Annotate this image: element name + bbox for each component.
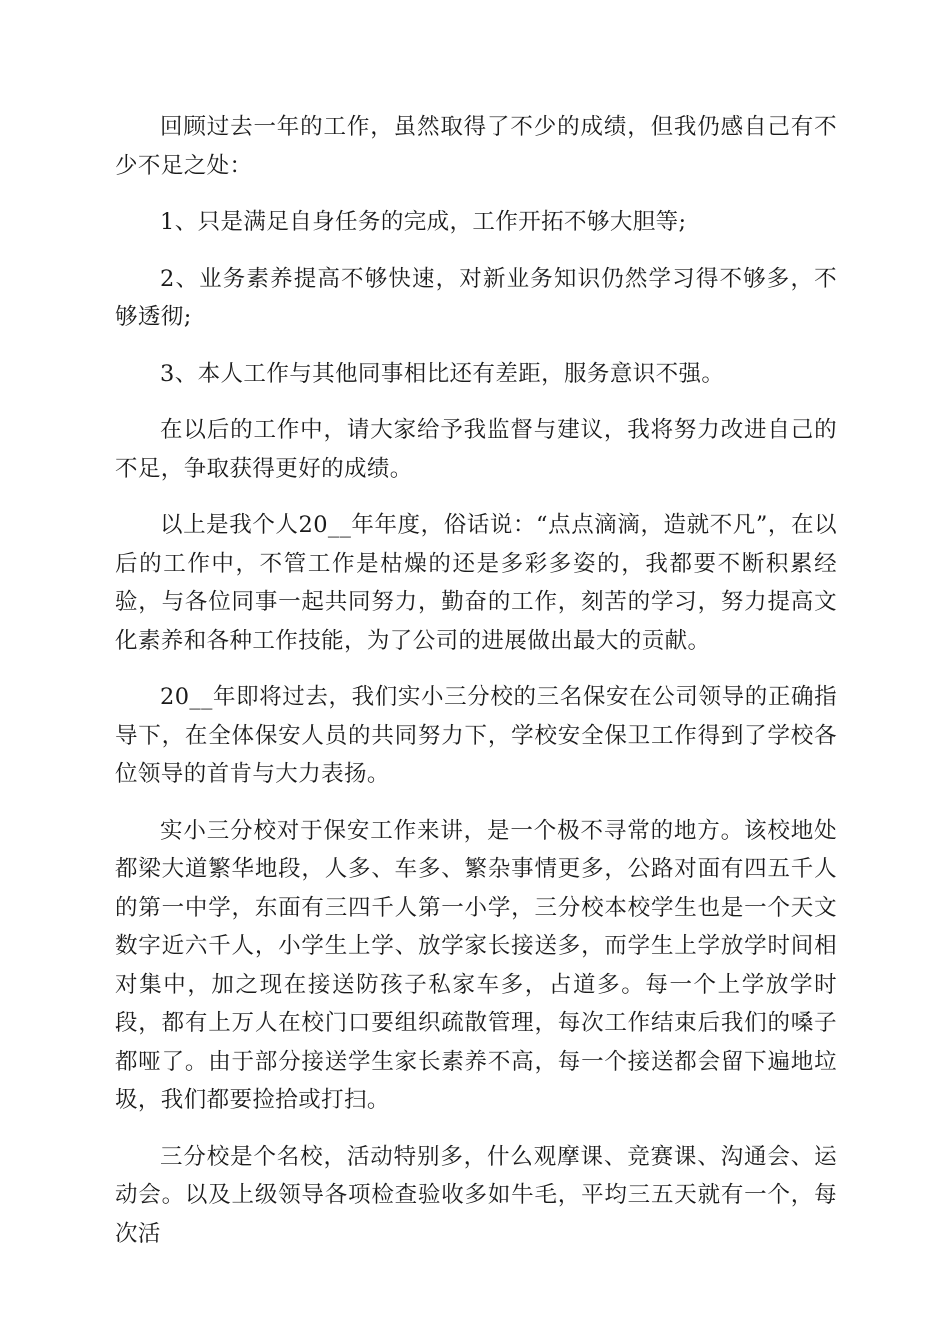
paragraph-security-intro: 20__年即将过去，我们实小三分校的三名保安在公司领导的正确指导下，在全体保安人员的共同努力下，学校安全保卫工作得到了学校各位领导的首肯与大力表扬。 <box>115 684 837 787</box>
list-item-1: 1、只是满足自身任务的完成，工作开拓不够大胆等; <box>160 209 687 235</box>
document-body <box>115 108 837 1271</box>
paragraph-summary: 以上是我个人20__年年度，俗话说：“点点滴滴，造就不凡”，在以后的工作中，不管工作是枯燥的还是多彩多姿的，我都要不断积累经验，与各位同事一起共同努力，勤奋的工作，刻苦的学习，努力提高文化素养和各种工作技能，为了公司的进展做出最大的贡献。 <box>115 512 837 654</box>
paragraph-activities: 三分校是个名校，活动特别多，什么观摩课、竞赛课、沟通会、运动会。以及上级领导各项检查验收多如牛毛，平均三五天就有一个，每次活 <box>115 1143 837 1247</box>
list-item-3: 3、本人工作与其他同事相比还有差距，服务意识不强。 <box>160 360 725 387</box>
list-item-2: 2、业务素养提高不够快速，对新业务知识仍然学习得不够多，不够透彻; <box>115 265 837 330</box>
paragraph-improvement: 在以后的工作中，请大家给予我监督与建议，我将努力改进自己的不足，争取获得更好的成绩。 <box>115 417 837 482</box>
paragraph-school-description: 实小三分校对于保安工作来讲，是一个极不寻常的地方。该校地处都梁大道繁华地段，人多、车多、繁杂事情更多，公路对面有四五千人的第一中学，东面有三四千人第一小学，三分校本校学生也是一个天文数字近六千人，小学生上学、放学家长接送多，而学生上学放学时间相对集中，加之现在接送防孩子私家车多，占道多。每一个上学放学时段，都有上万人在校门口要组织疏散管理，每次工作结束后我们的嗓子都哑了。由于部分接送学生家长素养不高，每一个接送都会留下遍地垃圾，我们都要捡拾或打扫。 <box>115 817 837 1113</box>
paragraph-intro: 回顾过去一年的工作，虽然取得了不少的成绩，但我仍感自己有不少不足之处： <box>115 114 837 179</box>
